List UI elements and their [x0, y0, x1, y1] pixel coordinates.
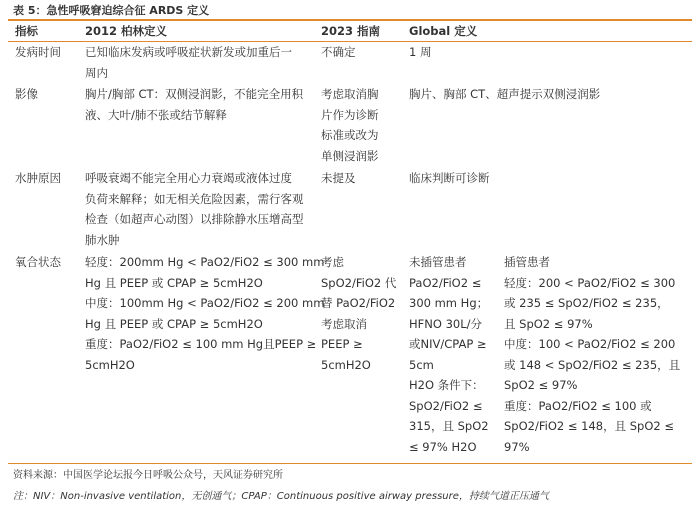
row-label-onset: 发病时间 — [15, 45, 61, 59]
cell-line: SpO2/FiO2 ≤ 148，且 SpO2 ≤ — [504, 419, 674, 433]
cell-line: 考虑 — [321, 255, 344, 269]
cell-onset-global — [409, 42, 679, 63]
cell-line: 检查（如超声心动图）以排除静水压增高型 — [85, 212, 304, 226]
cell-line: 未插管患者 — [409, 255, 467, 269]
cell-line: 或 235 ≤ SpO2/FiO2 ≤ 235， — [504, 296, 669, 310]
cell-line: PEEP ≥ — [321, 337, 363, 351]
cell-line: 轻度：200 < PaO2/FiO2 ≤ 300 — [504, 275, 676, 290]
cell-line: 315，且 SpO2 — [409, 419, 489, 433]
cell-line: SpO2/FiO2 代 — [321, 275, 397, 290]
source-note: 资料来源：中国医学论坛报今日呼吸公众号，天风证券研究所 — [13, 470, 283, 481]
row-label-edema: 水肿原因 — [15, 171, 61, 185]
cell-line: ≤ 97% H2O — [409, 439, 477, 454]
cell-line: 考虑取消 — [321, 316, 367, 331]
cell-line: 呼吸衰竭不能完全用心力衰竭或液体过度 — [85, 171, 292, 185]
cell-line: 插管患者 — [504, 255, 550, 269]
header-guide-2023: 2023 指南 — [321, 24, 381, 38]
cell-line: 单侧浸润影 — [321, 148, 379, 163]
header-indicator: 指标 — [15, 24, 38, 38]
cell-line: 临床判断可诊断 — [409, 171, 490, 185]
table-bottom-rule — [8, 463, 692, 464]
cell-line: 中度：100 < PaO2/FiO2 ≤ 200 — [504, 337, 676, 351]
cell-oxygenation-global-intubated — [504, 252, 682, 457]
cell-line: 负荷来解释；如无相关危险因素，需行客观 — [85, 191, 304, 206]
cell-line: 标准或改为 — [321, 128, 379, 142]
cell-line: 周内 — [85, 65, 108, 80]
cell-line: 考虑取消胸 — [321, 87, 379, 101]
cell-edema-berlin — [85, 168, 315, 250]
cell-line: 未提及 — [321, 171, 356, 185]
cell-onset-berlin — [85, 42, 315, 83]
cell-line: 5cmH2O — [85, 357, 135, 372]
cell-oxygenation-berlin — [85, 252, 325, 375]
cell-onset-2023 — [321, 42, 403, 63]
cell-line: Hg 且 PEEP 或 CPAP ≥ 5cmH2O — [85, 316, 263, 331]
cell-imaging-berlin — [85, 84, 315, 125]
cell-imaging-global — [409, 84, 679, 105]
cell-line: PaO2/FiO2 ≤ — [409, 275, 482, 290]
cell-line: 中度：100mm Hg < PaO2/FiO2 ≤ 200 mm — [85, 296, 325, 310]
cell-line: 或 148 < SpO2/FiO2 ≤ 235，且 — [504, 357, 681, 372]
row-label-imaging: 影像 — [15, 87, 38, 101]
cell-line: 片作为诊断 — [321, 107, 379, 122]
row-label-oxygenation: 氧合状态 — [15, 255, 61, 269]
cell-line: 不确定 — [321, 45, 356, 59]
cell-line: 重度：PaO2/FiO2 ≤ 100 mm Hg且PEEP ≥ — [85, 337, 317, 351]
cell-line: 胸片、胸部 CT、超声提示双侧浸润影 — [409, 87, 601, 101]
cell-line: Hg 且 PEEP 或 CPAP ≥ 5cmH2O — [85, 275, 263, 290]
cell-line: 97% — [504, 439, 530, 454]
cell-line: H2O 条件下： — [409, 378, 484, 392]
cell-line: 已知临床发病或呼吸症状新发或加重后一 — [85, 45, 292, 59]
cell-line: 300 mm Hg； — [409, 296, 489, 310]
cell-line: 或NIV/CPAP ≥ — [409, 337, 487, 351]
cell-line: 且 SpO2 ≤ 97% — [504, 316, 593, 331]
cell-line: 1 周 — [409, 45, 432, 59]
cell-line: 5cm — [409, 357, 434, 372]
cell-line: 5cmH2O — [321, 357, 371, 372]
cell-line: SpO2 ≤ 97% — [504, 378, 578, 392]
cell-line: 液、大叶/肺不张或结节解释 — [85, 107, 227, 122]
cell-oxygenation-global-nonintubated — [409, 252, 499, 457]
cell-oxygenation-2023 — [321, 252, 403, 375]
cell-line: 替 PaO2/FiO2 — [321, 296, 396, 310]
header-berlin-2012: 2012 柏林定义 — [85, 24, 168, 38]
cell-line: HFNO 30L/分 — [409, 316, 482, 331]
header-global: Global 定义 — [409, 24, 478, 38]
cell-line: 重度：PaO2/FiO2 ≤ 100 或 — [504, 398, 652, 413]
cell-line: 轻度：200mm Hg < PaO2/FiO2 ≤ 300 mm — [85, 255, 325, 269]
footnote: 注：NIV：Non-invasive ventilation，无创通气；CPAP：Continuous positive airway pressure，持续气道正压通气 — [13, 491, 549, 502]
cell-line: 胸片/胸部 CT：双侧浸润影，不能完全用积 — [85, 87, 304, 101]
cell-line: SpO2/FiO2 ≤ — [409, 398, 483, 413]
table-title: 表 5：急性呼吸窘迫综合征 ARDS 定义 — [13, 4, 210, 17]
cell-edema-global — [409, 168, 679, 189]
cell-imaging-2023 — [321, 84, 403, 166]
cell-edema-2023 — [321, 168, 403, 189]
cell-line: 肺水肿 — [85, 232, 120, 247]
